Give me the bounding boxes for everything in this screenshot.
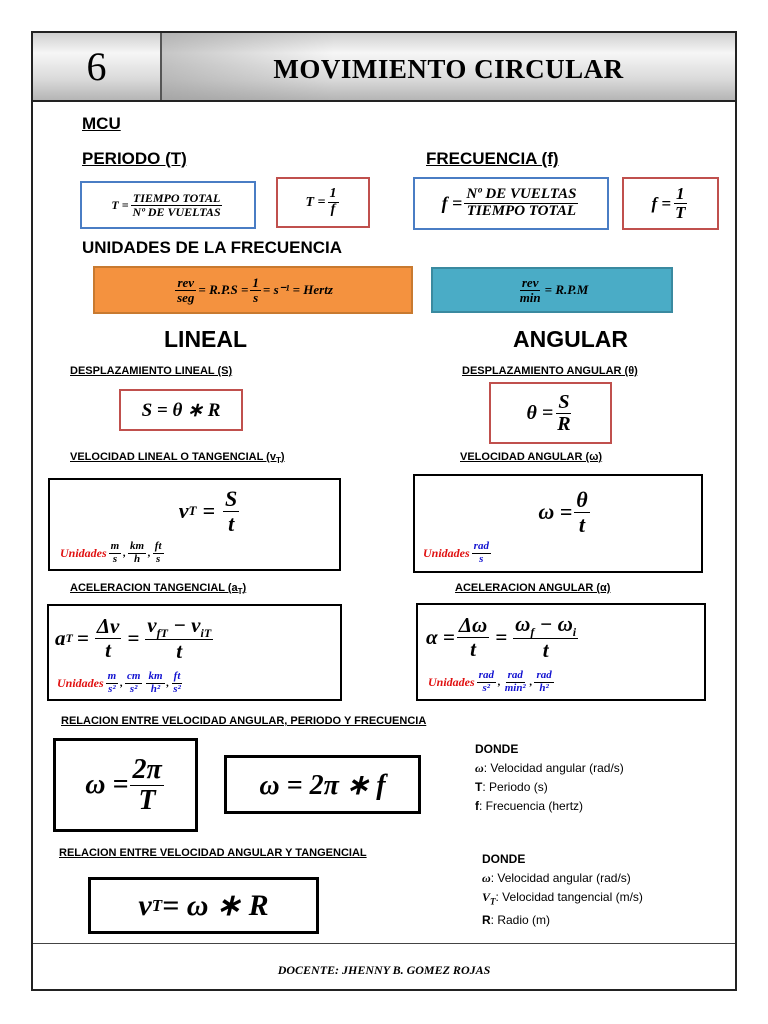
frecuencia-alt-box — [622, 177, 719, 230]
velocidad-lineal-label-end: ) — [280, 451, 285, 463]
periodo-alt-fraction — [328, 187, 339, 217]
frecuencia-alt-num: 1 — [676, 184, 685, 204]
velocidad-angular-label: VELOCIDAD ANGULAR (ω) — [460, 451, 603, 463]
lineal-title: LINEAL — [164, 326, 248, 352]
rpm-fraction — [518, 276, 543, 304]
velocidad-lineal-units: Unidades $\frac{m}{s}$ , $\frac{km}{h}$ , $\frac{ft}{s}$ — [60, 539, 162, 565]
frecuencia-fraction — [464, 187, 578, 220]
velocidad-lineal-label — [70, 451, 285, 465]
rel1-def-omega-sym: ω — [475, 761, 484, 775]
omega-unit-1 — [472, 541, 491, 565]
at-unit-1 — [106, 671, 119, 695]
periodo-fraction — [131, 192, 223, 218]
velocidad-lineal-formula — [110, 486, 310, 536]
rps-den: seg — [177, 289, 195, 305]
rel1-f1-lhs: ω = — [85, 769, 129, 800]
desplazamiento-angular-lhs: θ = — [526, 401, 554, 424]
rps-rest: = s⁻¹ = Hertz — [262, 282, 333, 297]
at-eq: = — [76, 625, 89, 650]
rel2-rest: = ω ∗ R — [162, 889, 269, 922]
desplazamiento-lineal-formula: S = θ ∗ R — [141, 399, 221, 421]
rel2-def-vt — [482, 888, 643, 911]
vt-unit-3-num: ft — [154, 539, 162, 552]
vt-eq: = — [202, 498, 215, 523]
rel1-def-t-sym: T — [475, 780, 483, 794]
rel1-donde-title: DONDE — [475, 742, 519, 756]
rel2-def-r-text: : Radio (m) — [490, 913, 551, 928]
omega-unidades-label: Unidades — [423, 545, 470, 560]
rel1-f1-num: 2π — [132, 754, 162, 786]
rel1-def-f-text: : Frecuencia (hertz) — [479, 799, 584, 813]
rel1-f1-fraction — [130, 755, 163, 815]
frecuencia-formula-box — [413, 177, 609, 230]
alpha-fraction-2 — [513, 613, 578, 662]
at-fraction-2 — [145, 614, 213, 663]
rpm-num: rev — [521, 274, 539, 290]
at-unit-2 — [125, 671, 142, 695]
rel1-def-t-text: : Periodo (s) — [482, 780, 548, 794]
angular-title: ANGULAR — [513, 326, 628, 352]
velocidad-lineal-box — [48, 478, 341, 571]
vt-unit-1 — [109, 541, 122, 565]
at-den2: t — [176, 639, 183, 664]
relacion1-formula-1-box — [53, 738, 198, 832]
vt-unit-2-num: km — [129, 539, 145, 552]
frecuencia-alt-lhs: f = — [651, 193, 672, 213]
rel1-def-omega-text: : Velocidad angular (rad/s) — [483, 761, 624, 775]
at-unit-4-num: ft — [173, 669, 181, 682]
velocidad-angular-units — [423, 538, 493, 568]
omega-unit-1-num: rad — [473, 539, 489, 552]
alpha-num2-mid: − ω — [534, 611, 573, 636]
periodo-formula-box — [80, 181, 256, 229]
rps-fraction — [175, 276, 196, 304]
aceleracion-tangencial-units: Unidades $\frac{m}{\text{s²}}$ , $\frac{cm}{\text{s²}}$ $\frac{km}{\text{h²}}$ , $\frac{ft}{\text{s²}}$ — [57, 669, 181, 695]
rel2-sub: T — [151, 895, 163, 915]
vt-fraction — [223, 487, 239, 534]
rps-fraction-2 — [250, 276, 261, 304]
frecuencia-den: TIEMPO TOTAL — [466, 203, 577, 219]
alpha-unit-3-den: h² — [539, 681, 549, 694]
at-den1: t — [105, 637, 111, 662]
alpha-den1: t — [470, 636, 476, 661]
rel1-f1-den: T — [138, 784, 156, 816]
omega-num: θ — [576, 487, 588, 513]
mcu-heading: MCU — [82, 114, 121, 133]
at-sub: T — [65, 630, 73, 645]
omega-lhs: ω = — [538, 499, 573, 524]
alpha-unit-1-num: rad — [478, 668, 494, 681]
at-unit-1-num: m — [107, 669, 117, 682]
desplazamiento-lineal-label: DESPLAZAMIENTO LINEAL (S) — [70, 365, 233, 377]
alpha-unit-3-num: rad — [536, 668, 552, 681]
vt-unit-2 — [128, 541, 146, 565]
rel2-def-vt-sub: T — [490, 896, 496, 907]
periodo-heading: PERIODO (T) — [82, 149, 187, 168]
relacion1-formula-2-box — [224, 755, 421, 814]
vt-num: S — [225, 486, 238, 512]
rel1-f2: ω = 2π ∗ f — [259, 769, 386, 801]
frecuencia-alt-fraction — [673, 185, 687, 222]
at-fraction-1 — [95, 615, 122, 660]
vt-unit-1-num: m — [110, 539, 120, 552]
periodo-alt-lhs: T = — [305, 194, 326, 210]
at-lhs: a — [55, 625, 66, 650]
periodo-lhs: T = — [111, 197, 129, 212]
periodo-den: Nº DE VUELTAS — [132, 204, 221, 219]
rel2-def-r — [482, 911, 643, 930]
at-unit-3-num: km — [148, 669, 163, 682]
alpha-unit-3 — [534, 670, 553, 694]
at-num2-v: v — [147, 612, 157, 637]
at-unit-4 — [171, 671, 183, 695]
at-unidades-label: Unidades — [57, 675, 104, 690]
alpha-lhs: α = — [426, 624, 455, 649]
rpm-den: min — [519, 289, 541, 305]
vt-unit-3 — [153, 541, 164, 565]
alpha-unit-2 — [503, 670, 528, 694]
rel2-def-omega-sym: ω — [482, 871, 491, 885]
rel2-def-omega-text: : Velocidad angular (rad/s) — [490, 871, 631, 885]
desplazamiento-angular-den: R — [557, 412, 571, 435]
alpha-den2: t — [542, 638, 549, 663]
rel2-donde-title: DONDE — [482, 852, 526, 866]
at-num1: Δv — [96, 614, 120, 639]
omega-den: t — [578, 511, 586, 537]
alpha-unit-2-den: min² — [504, 681, 526, 694]
rel1-def-t — [475, 778, 624, 797]
alpha-num2-w: ω — [515, 611, 531, 636]
alpha-num2-sub2: i — [572, 624, 577, 639]
desplazamiento-angular-box — [489, 382, 612, 444]
aceleracion-angular-box — [416, 603, 706, 701]
vt-unit-1-den: s — [112, 552, 118, 565]
frecuencia-heading: FRECUENCIA (f) — [426, 149, 559, 168]
vt-unit-2-den: h — [133, 552, 141, 565]
footer-divider — [33, 943, 735, 944]
desplazamiento-angular-num: S — [558, 390, 570, 413]
at-num2-sub2: iT — [200, 625, 212, 640]
alpha-num2-sub1: f — [530, 624, 535, 639]
rps-num: rev — [177, 274, 195, 290]
omega-fraction — [574, 488, 589, 535]
at-unit-2-num: cm — [126, 669, 141, 682]
frecuencia-lhs: f = — [441, 193, 463, 213]
aceleracion-tangencial-formula — [55, 610, 215, 666]
periodo-alt-box — [276, 177, 370, 228]
relacion1-donde — [475, 740, 624, 816]
alpha-fraction-1 — [457, 614, 489, 659]
unidades-rps-box — [93, 266, 413, 314]
page-title: MOVIMIENTO CIRCULAR — [162, 33, 735, 100]
aceleracion-tangencial-label — [70, 582, 246, 596]
footer-docente: DOCENTE: JHENNY B. GOMEZ ROJAS — [277, 963, 491, 977]
document-frame — [31, 31, 737, 991]
aceleracion-tangencial-box — [47, 604, 342, 701]
alpha-unit-1-den: s² — [482, 681, 491, 694]
omega-unit-1-den: s — [479, 552, 484, 565]
desplazamiento-angular-fraction — [555, 392, 572, 435]
desplazamiento-lineal-box — [119, 389, 243, 431]
at-unit-4-den: s² — [173, 682, 181, 695]
vt-unidades-label: Unidades — [60, 545, 107, 560]
vt-unit-3-den: s — [156, 552, 161, 565]
frecuencia-alt-den: T — [675, 203, 686, 222]
rel2-def-vt-sym: V — [482, 890, 491, 904]
vt-sub: T — [188, 503, 197, 518]
rpm-rest: = R.P.M — [544, 282, 589, 297]
alpha-unidades-label: Unidades — [428, 674, 475, 689]
alpha-unit-2-num: rad — [507, 668, 523, 681]
at-unit-3 — [146, 671, 164, 695]
periodo-alt-den: f — [330, 202, 336, 217]
rel2-lhs: v — [138, 888, 152, 922]
relacion2-donde — [482, 850, 643, 930]
rel1-def-omega — [475, 759, 624, 778]
rps-mid: = R.P.S = — [198, 282, 249, 297]
rel2-def-r-sym: R — [482, 913, 491, 928]
unidades-rpm-box — [431, 267, 673, 313]
vt-lhs: v — [178, 498, 189, 523]
alpha-num1: Δω — [458, 613, 488, 638]
velocidad-lineal-label-text: VELOCIDAD LINEAL O TANGENCIAL (v — [70, 451, 276, 463]
rel2-def-omega — [482, 869, 643, 888]
unidades-frecuencia-heading: UNIDADES DE LA FRECUENCIA — [82, 238, 343, 257]
rps-den2: s — [253, 289, 259, 305]
at-num2-sub1: fT — [156, 625, 168, 640]
rel2-def-vt-text: : Velocidad tangencial (m/s) — [495, 890, 643, 904]
velocidad-lineal-label-sub: T — [275, 456, 281, 466]
at-unit-2-den: s² — [129, 682, 138, 695]
alpha-num2 — [513, 613, 578, 640]
rps-num2: 1 — [252, 274, 259, 290]
alpha-unit-1 — [477, 670, 496, 694]
aceleracion-angular-units: Unidades $\frac{\text{rad}}{\text{s²}}$ , $\frac{\text{rad}}{\text{min²}}$ , $\frac{\text{rad}}{\text{h²}}$ — [428, 668, 552, 694]
aceleracion-angular-label: ACELERACION ANGULAR (α) — [455, 582, 611, 594]
velocidad-angular-box — [413, 474, 703, 573]
at-unit-3-den: h² — [150, 682, 161, 695]
vt-den: t — [228, 510, 235, 536]
relacion2-formula-box — [88, 877, 319, 934]
aceleracion-tangencial-label-sub: T — [237, 587, 243, 597]
velocidad-angular-formula — [475, 482, 655, 542]
rel1-def-f-sym: f — [475, 799, 479, 813]
relacion1-title: RELACION ENTRE VELOCIDAD ANGULAR, PERIODO Y FRECUENCIA — [61, 715, 427, 727]
periodo-alt-num: 1 — [329, 186, 337, 202]
at-eq-2: = — [127, 625, 140, 650]
frecuencia-num: Nº DE VUELTAS — [466, 186, 577, 203]
aceleracion-angular-formula: α = $\frac{\Delta\omega}{t}$ = $\frac{\omega_f - \omega_i}{t}$ — [426, 611, 577, 663]
rel1-def-f — [475, 797, 624, 816]
aceleracion-tangencial-label-end: ) — [242, 582, 247, 594]
at-unit-1-den: s² — [108, 682, 116, 695]
relacion2-title: RELACION ENTRE VELOCIDAD ANGULAR Y TANGENCIAL — [59, 847, 367, 859]
section-number: 6 — [33, 33, 162, 100]
header-bar — [33, 33, 735, 102]
aceleracion-tangencial-label-text: ACELERACION TANGENCIAL (a — [70, 582, 238, 594]
at-num2 — [145, 614, 213, 641]
at-num2-mid: − v — [167, 612, 201, 637]
desplazamiento-angular-label: DESPLAZAMIENTO ANGULAR (θ) — [462, 365, 638, 377]
periodo-num: TIEMPO TOTAL — [132, 190, 221, 205]
